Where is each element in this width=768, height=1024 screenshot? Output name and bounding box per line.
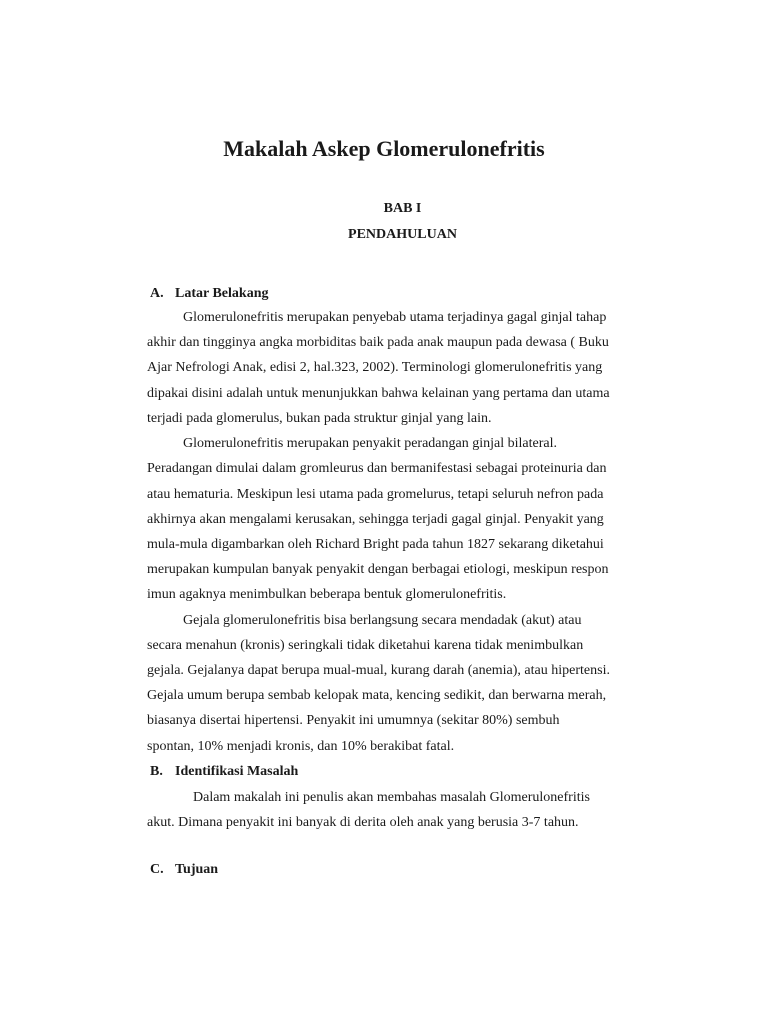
paragraph-line: Peradangan dimulai dalam gromleurus dan bermanifestasi sebagai proteinuria dan: [147, 461, 607, 476]
paragraph-line: secara menahun (kronis) seringkali tidak diketahui karena tidak menimbulkan: [147, 638, 584, 653]
paragraph-line: terjadi pada glomerulus, bukan pada struktur ginjal yang lain.: [147, 411, 492, 426]
paragraph-line: akut. Dimana penyakit ini banyak di derita oleh anak yang berusia 3-7 tahun.: [147, 815, 579, 830]
paragraph-line: akhir dan tingginya angka morbiditas baik pada anak maupun pada dewasa ( Buku: [147, 335, 609, 350]
section-letter: B.: [150, 764, 163, 779]
section-heading-text: Tujuan: [175, 862, 219, 877]
paragraph-line: dipakai disini adalah untuk menunjukkan bahwa kelainan yang pertama dan utama: [147, 386, 610, 401]
section-heading-b: [150, 764, 298, 780]
section-letter: C.: [150, 862, 164, 877]
paragraph-line: Glomerulonefritis merupakan penyebab utama terjadinya gagal ginjal tahap: [183, 310, 607, 325]
paragraph-line: imun agaknya menimbulkan beberapa bentuk glomerulonefritis.: [147, 587, 507, 602]
document-title: Makalah Askep Glomerulonefritis: [223, 136, 545, 161]
paragraph-line: akhirnya akan mengalami kerusakan, sehingga terjadi gagal ginjal. Penyakit yang: [147, 512, 604, 527]
chapter-title: PENDAHULUAN: [348, 227, 457, 242]
chapter-number: BAB I: [383, 201, 422, 216]
paragraph-line: Gejala umum berupa sembab kelopak mata, kencing sedikit, dan berwarna merah,: [147, 688, 607, 703]
paragraph-line: gejala. Gejalanya dapat berupa mual-mual, kurang darah (anemia), atau hipertensi.: [147, 663, 610, 678]
paragraph-line: Dalam makalah ini penulis akan membahas masalah Glomerulonefritis: [193, 790, 590, 805]
paragraph-line: atau hematuria. Meskipun lesi utama pada gromelurus, tetapi seluruh nefron pada: [147, 487, 604, 502]
section-heading-a: [150, 286, 268, 302]
section-letter: A.: [150, 286, 164, 301]
section-heading-text: Identifikasi Masalah: [175, 764, 299, 779]
section-heading-c: [150, 862, 218, 878]
paragraph-line: mula-mula digambarkan oleh Richard Bright pada tahun 1827 sekarang diketahui: [147, 537, 604, 552]
section-heading-text: Latar Belakang: [175, 286, 269, 301]
paragraph-line: Glomerulonefritis merupakan penyakit peradangan ginjal bilateral.: [183, 436, 557, 451]
paragraph-line: spontan, 10% menjadi kronis, dan 10% berakibat fatal.: [147, 739, 455, 754]
paragraph-line: biasanya disertai hipertensi. Penyakit ini umumnya (sekitar 80%) sembuh: [147, 713, 560, 728]
paragraph-line: merupakan kumpulan banyak penyakit dengan berbagai etiologi, meskipun respon: [147, 562, 609, 577]
paragraph-line: Gejala glomerulonefritis bisa berlangsung secara mendadak (akut) atau: [183, 613, 582, 628]
paragraph-line: Ajar Nefrologi Anak, edisi 2, hal.323, 2002). Terminologi glomerulonefritis yang: [147, 360, 603, 375]
